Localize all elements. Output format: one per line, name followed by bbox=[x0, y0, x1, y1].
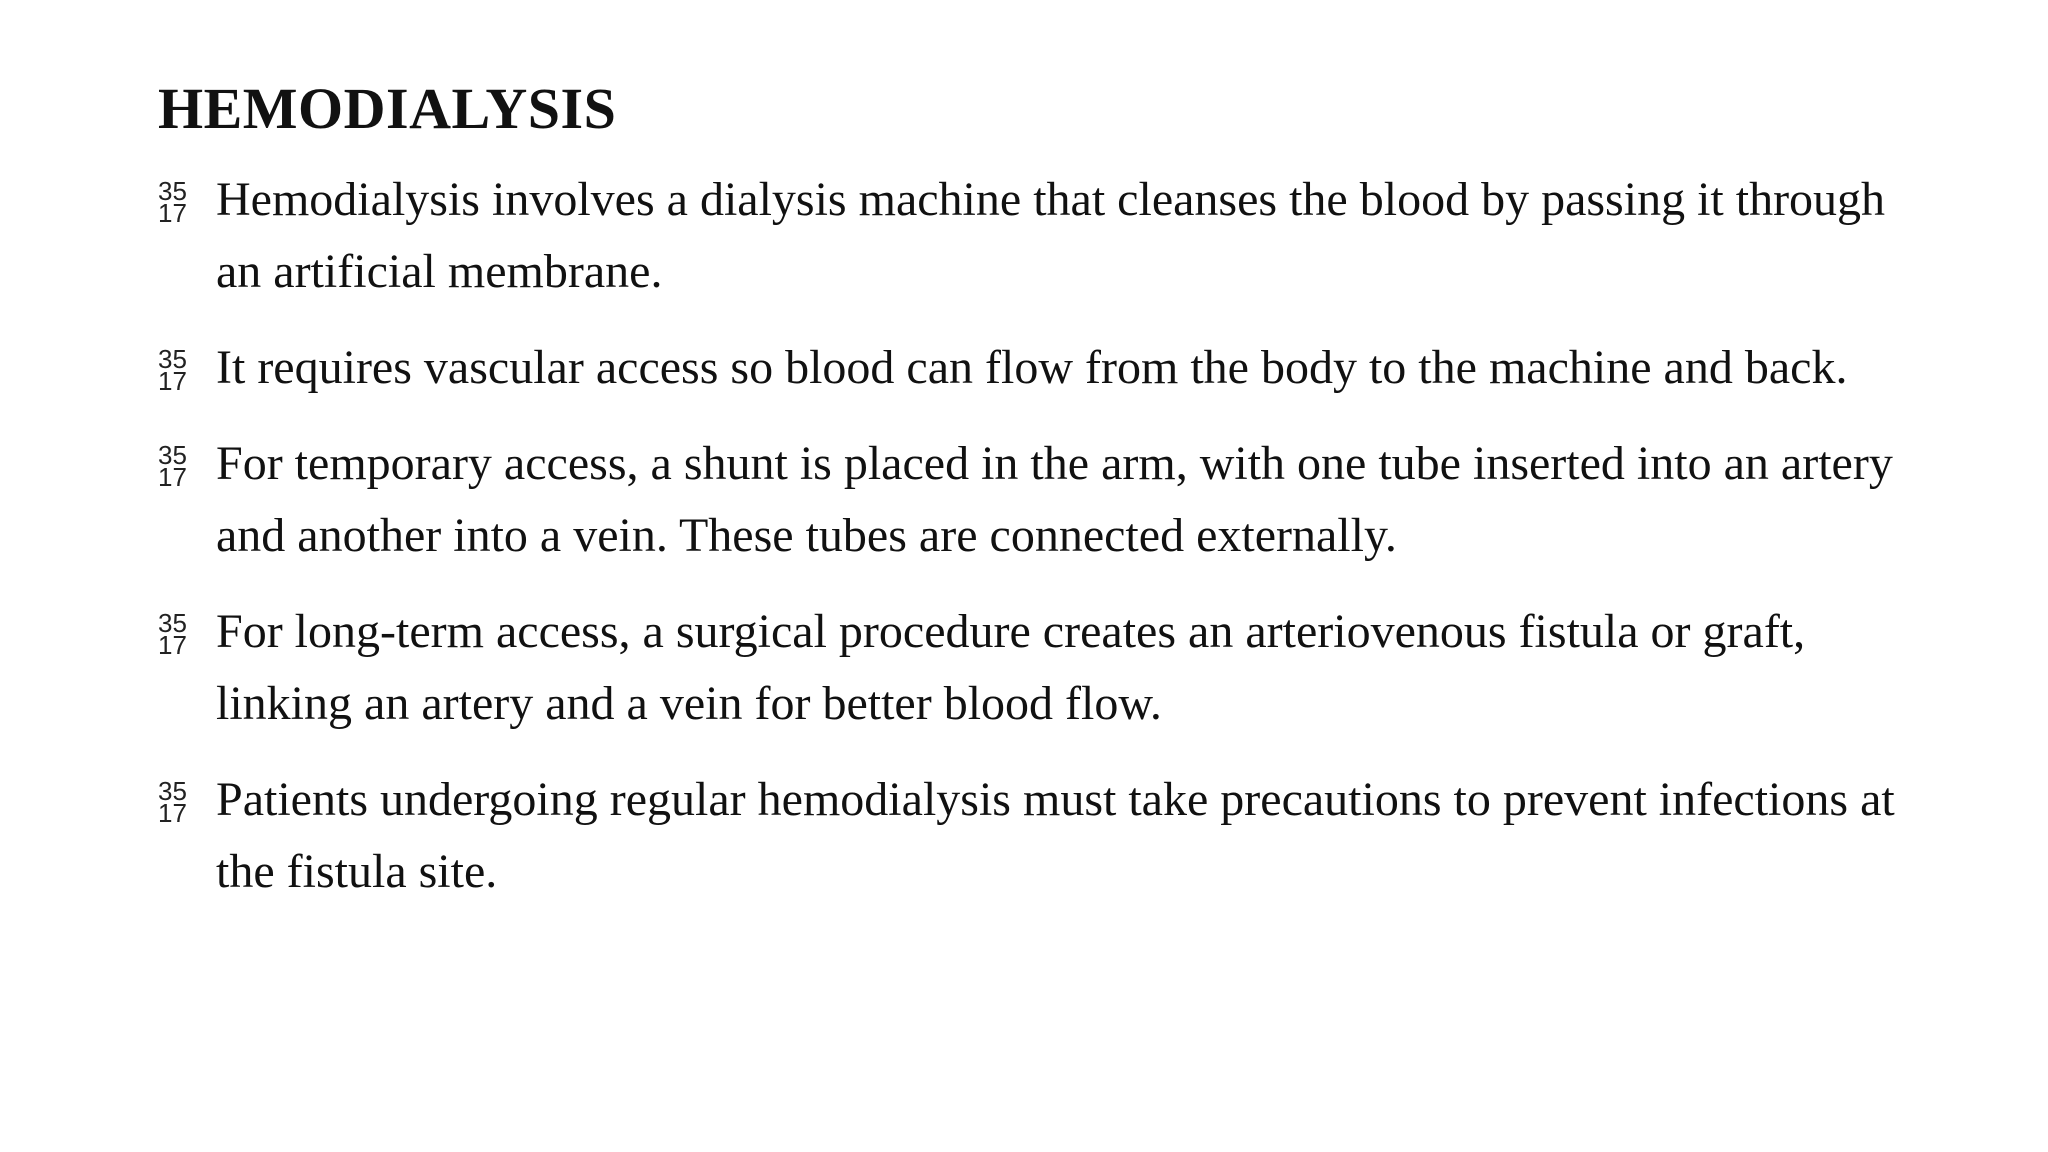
bullet-marker-top: 35 bbox=[158, 440, 187, 470]
bullet-text: It requires vascular access so blood can flow from the body to the machine and back. bbox=[216, 341, 1848, 394]
bullet-marker bbox=[158, 440, 216, 492]
bullet-text: Patients undergoing regular hemodialysis must take precautions to prevent infections at the fistula site. bbox=[216, 773, 1895, 898]
bullet-marker-bottom: 17 bbox=[158, 462, 187, 492]
bullet-item-3 bbox=[158, 437, 1918, 572]
bullet-marker bbox=[158, 776, 216, 828]
bullet-marker-top: 35 bbox=[158, 344, 187, 374]
bullet-marker-top: 35 bbox=[158, 608, 187, 638]
bullet-list bbox=[158, 173, 1918, 946]
bullet-marker-top: 35 bbox=[158, 776, 187, 806]
bullet-marker bbox=[158, 608, 216, 660]
bullet-item-2 bbox=[158, 341, 1918, 404]
bullet-marker bbox=[158, 176, 216, 228]
bullet-text: For long-term access, a surgical procedure creates an arteriovenous fistula or graft, linking an artery and a vein for better blood flow. bbox=[216, 605, 1806, 730]
bullet-marker-bottom: 17 bbox=[158, 630, 187, 660]
bullet-text: For temporary access, a shunt is placed in the arm, with one tube inserted into an artery and another into a vein. These tubes are connected externally. bbox=[216, 437, 1893, 562]
bullet-marker-bottom: 17 bbox=[158, 366, 187, 396]
bullet-item-5 bbox=[158, 773, 1918, 908]
bullet-item-4 bbox=[158, 605, 1918, 740]
slide-title: HEMODIALYSIS bbox=[158, 76, 617, 141]
bullet-marker-top: 35 bbox=[158, 176, 187, 206]
bullet-marker-bottom: 17 bbox=[158, 798, 187, 828]
bullet-marker bbox=[158, 344, 216, 396]
bullet-text: Hemodialysis involves a dialysis machine that cleanses the blood by passing it through an artificial membrane. bbox=[216, 173, 1886, 298]
bullet-marker-bottom: 17 bbox=[158, 198, 187, 228]
bullet-item-1 bbox=[158, 173, 1918, 308]
